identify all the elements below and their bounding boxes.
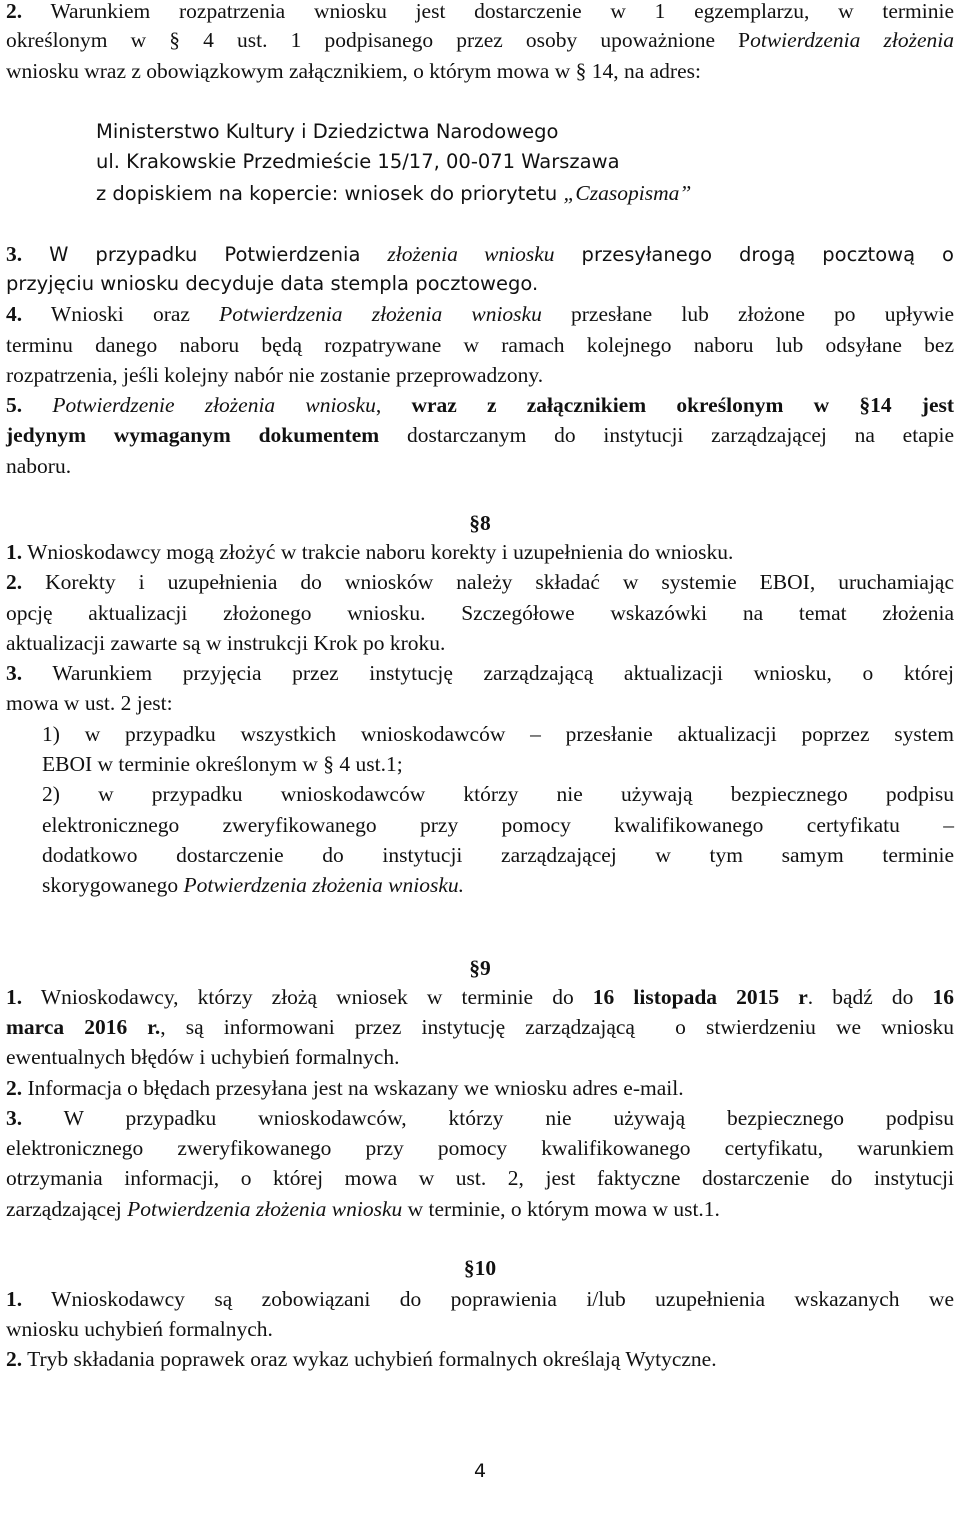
section-sign-icon: § <box>463 1256 475 1280</box>
text-line <box>6 240 954 269</box>
list-number: 3. <box>6 242 23 266</box>
text-line <box>6 1134 954 1162</box>
text-line <box>6 1013 954 1041</box>
section-sign-icon: § <box>859 393 871 417</box>
text-run: Wnioskodawcy, którzy złożą wniosek w terminie do <box>22 985 593 1009</box>
list-number: 2. <box>6 1347 23 1371</box>
page-number: 4 <box>473 1460 487 1482</box>
text-line <box>6 1164 954 1192</box>
text-run: Wnioskodawcy mogą złożyć w trakcie naboru korekty i uzupełnienia do wniosku. <box>22 540 734 564</box>
text-line <box>6 599 954 627</box>
section-heading <box>0 953 960 983</box>
text-run: Warunkiem rozpatrzenia wniosku jest dostarczenie w 1 egzemplarzu, w terminie <box>22 0 954 23</box>
list-item <box>42 811 954 839</box>
section-sign-icon: § <box>323 752 334 776</box>
text-run: ewentualnych błędów i uchybień formalnych. <box>6 1045 400 1069</box>
list-number: 1. <box>6 540 23 564</box>
text-run: Potwierdzenia złożenia wniosku. <box>183 873 465 897</box>
text-run: rozpatrzenia, jeśli kolejny nabór nie zostanie przeprowadzony. <box>6 363 544 387</box>
section-sign-icon: § <box>169 28 181 52</box>
text-run: wniosku wraz z obowiązkowym załącznikiem, o którym mowa w <box>6 59 576 83</box>
text-line <box>6 568 954 596</box>
text-run: , <box>375 393 412 417</box>
list-number: 1. <box>6 985 23 1009</box>
text-run: „Czasopisma” <box>563 181 692 205</box>
text-run: przyjęciu wniosku decyduje data stempla pocztowego. <box>6 272 539 295</box>
section-heading <box>0 508 960 538</box>
address-line <box>96 118 954 146</box>
address-line <box>96 148 954 176</box>
text-run: 4 ust. 1 podpisanego przez osoby upoważnione P <box>180 28 751 52</box>
text-line <box>6 629 954 657</box>
text-run: elektronicznego zweryfikowanego przy pomocy kwalifikowanego certyfikatu – <box>42 813 954 837</box>
text-run: z dopiskiem na kopercie: wniosek do priorytetu <box>96 182 564 205</box>
text-run: jedynym wymaganym dokumentem <box>6 423 380 447</box>
text-run: . bądź do <box>807 985 933 1009</box>
list-number: 2. <box>6 1076 23 1100</box>
text-run: Wnioski oraz <box>22 302 220 326</box>
text-run: marca 2016 r. <box>6 1015 161 1039</box>
text-line <box>6 1345 954 1373</box>
list-item <box>42 871 954 899</box>
text-run: dodatkowo dostarczenie do instytucji zarządzającej w tym samym terminie <box>42 843 954 867</box>
text-line <box>6 1104 954 1132</box>
list-number: 5. <box>6 393 23 417</box>
text-run: 16 listopada 2015 r <box>592 985 808 1009</box>
text-line <box>6 26 954 54</box>
text-run: EBOI w terminie określonym w <box>42 752 324 776</box>
section-number: 9 <box>480 956 491 980</box>
text-line <box>6 1195 954 1223</box>
list-item <box>42 780 954 808</box>
text-run: ul. Krakowskie Przedmieście 15/17, 00-071 Warszawa <box>96 150 620 173</box>
text-run: przesłane lub złożone po upływie <box>541 302 954 326</box>
text-run: 4 ust.1; <box>334 752 403 776</box>
text-run: Potwierdzenia złożenia wniosku <box>127 1197 403 1221</box>
section-sign-icon: § <box>469 511 480 535</box>
text-run: 14, na adres: <box>586 59 701 83</box>
list-item <box>42 720 954 748</box>
text-line <box>6 331 954 359</box>
text-run: złożenia wniosku <box>387 242 555 266</box>
list-number: 1. <box>6 1287 23 1311</box>
list-number: 2. <box>6 570 23 594</box>
text-line <box>6 0 954 25</box>
section-number: 10 <box>474 1256 497 1280</box>
text-line <box>6 1315 954 1343</box>
text-run: aktualizacji zawarte są w instrukcji Krok po kroku. <box>6 631 446 655</box>
text-line <box>6 1285 954 1313</box>
text-run: otwierdzenia złożenia <box>750 28 954 52</box>
text-run: w terminie, o którym mowa w ust.1. <box>402 1197 720 1221</box>
text-line <box>6 57 954 85</box>
text-run: Warunkiem przyjęcia przez instytucję zarządzającą aktualizacji wniosku, o której <box>22 661 954 685</box>
list-number: 3. <box>6 661 23 685</box>
text-run: Ministerstwo Kultury i Dziedzictwa Narodowego <box>96 120 559 143</box>
text-line <box>6 538 954 566</box>
section-sign-icon: § <box>469 956 480 980</box>
text-line <box>6 983 954 1011</box>
address-line <box>96 179 954 208</box>
text-run: Korekty i uzupełnienia do wniosków należy składać w systemie EBOI, uruchamiając <box>22 570 954 594</box>
text-line <box>6 300 954 328</box>
text-run: Potwierdzenia złożenia wniosku <box>219 302 542 326</box>
section-number: 8 <box>480 511 491 535</box>
text-run: naboru. <box>6 454 72 478</box>
text-line <box>6 1043 954 1071</box>
text-line <box>6 361 954 389</box>
text-run: opcję aktualizacji złożonego wniosku. Szczegółowe wskazówki na temat złożenia <box>6 601 954 625</box>
text-run: zarządzającej <box>6 1197 128 1221</box>
text-run: W przypadku wnioskodawców, którzy nie używają bezpiecznego podpisu <box>22 1106 954 1130</box>
text-run: 14 jest <box>870 393 955 417</box>
list-number: 4. <box>6 302 23 326</box>
list-number: 2. <box>6 0 23 23</box>
text-run: określonym w <box>6 28 170 52</box>
text-run: 1) w przypadku wszystkich wnioskodawców – przesłanie aktualizacji poprzez system <box>42 722 954 746</box>
text-line <box>6 270 954 298</box>
text-line <box>6 689 954 717</box>
text-line <box>6 659 954 687</box>
text-run: terminu danego naboru będą rozpatrywane w ramach kolejnego naboru lub odsyłane bez <box>6 333 954 357</box>
text-run: wniosku uchybień formalnych. <box>6 1317 273 1341</box>
text-run: otrzymania informacji, o której mowa w ust. 2, jest faktyczne dostarczenie do instytucji <box>6 1166 954 1190</box>
text-run: 16 <box>932 985 954 1009</box>
section-sign-icon: § <box>575 59 587 83</box>
text-run: przesyłanego drogą pocztową o <box>554 243 954 266</box>
text-run: Tryb składania poprawek oraz wykaz uchybień formalnych określają Wytyczne. <box>22 1347 717 1371</box>
section-heading <box>0 1253 960 1283</box>
text-run: mowa w ust. 2 jest: <box>6 691 173 715</box>
list-item <box>42 841 954 869</box>
text-run: Informacja o błędach przesyłana jest na wskazany we wniosku adres e-mail. <box>22 1076 684 1100</box>
text-run: 2) w przypadku wnioskodawców którzy nie używają bezpiecznego podpisu <box>42 782 954 806</box>
text-run: dostarczanym do instytucji zarządzającej na etapie <box>379 423 955 447</box>
text-line <box>6 391 954 419</box>
text-run: , są informowani przez instytucję zarządzającą o stwierdzeniu we wniosku <box>160 1015 954 1039</box>
list-number: 3. <box>6 1106 23 1130</box>
text-run: elektronicznego zweryfikowanego przy pomocy kwalifikowanego certyfikatu, warunkiem <box>6 1136 954 1160</box>
text-run: W przypadku Potwierdzenia <box>22 243 388 266</box>
text-line <box>6 452 954 480</box>
text-run: Wnioskodawcy są zobowiązani do poprawienia i/lub uzupełnienia wskazanych we <box>22 1287 954 1311</box>
text-line <box>6 421 954 449</box>
text-run: skorygowanego <box>42 873 184 897</box>
text-line <box>6 1074 954 1102</box>
text-run: Potwierdzenie złożenia wniosku <box>22 393 376 417</box>
text-run: wraz z załącznikiem określonym w <box>411 393 860 417</box>
list-item <box>42 750 954 778</box>
